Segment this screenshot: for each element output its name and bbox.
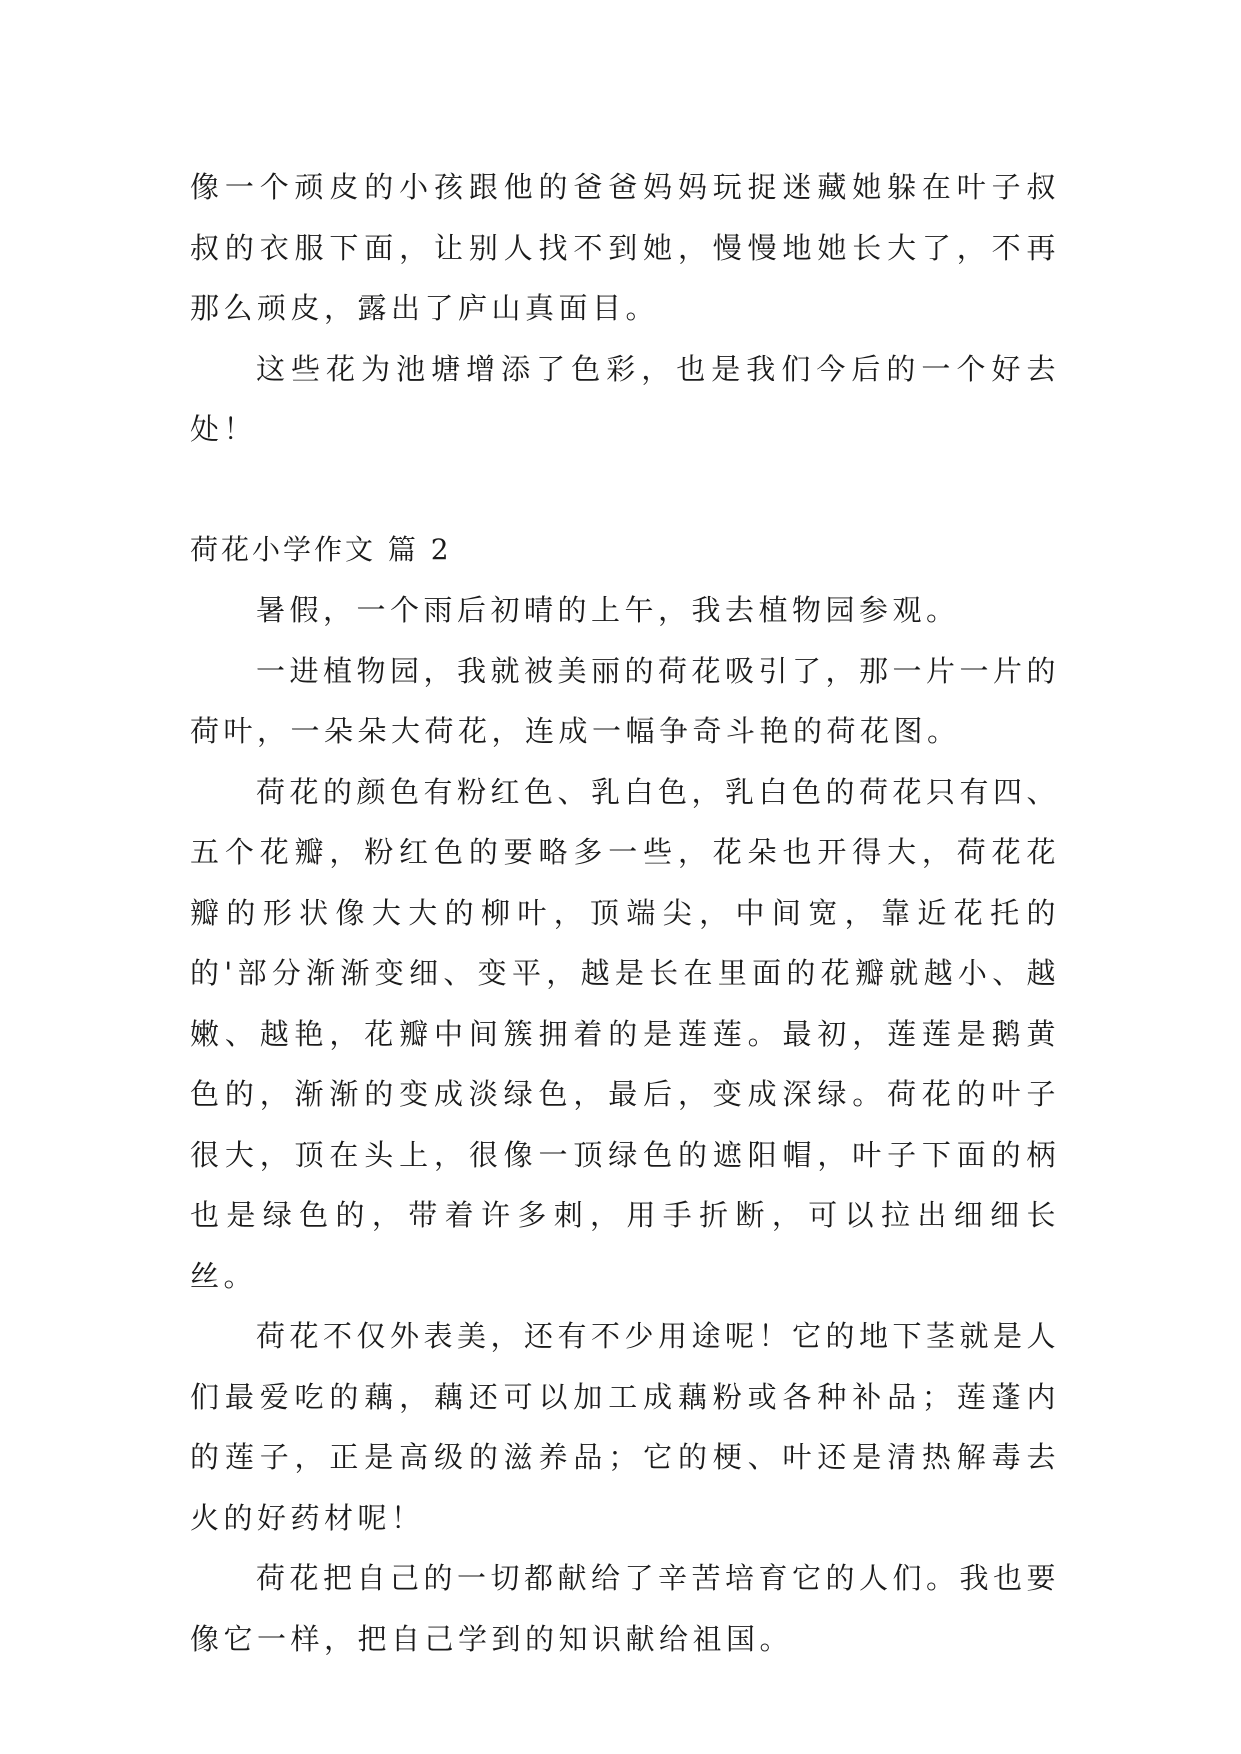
paragraph-3: 荷花的颜色有粉红色、乳白色，乳白色的荷花只有四、五个花瓣，粉红色的要略多一些，花朵也开得大，荷花花瓣的形状像大大的柳叶，顶端尖，中间宽，靠近花托的的'部分渐渐变细、变平，越是长在里面的花瓣就越小、越嫩、越艳，花瓣中间簇拥着的是莲莲。最初，莲莲是鹅黄色的，渐渐的变成淡绿色，最后，变成深绿。荷花的叶子很大，顶在头上，很像一顶绿色的遮阳帽，叶子下面的柄也是绿色的，带着许多刺，用手折断，可以拉出细细长丝。: [190, 774, 1061, 1293]
paragraph-2: 一进植物园，我就被美丽的荷花吸引了，那一片一片的荷叶，一朵朵大荷花，连成一幅争奇斗艳的荷花图。: [190, 653, 1061, 748]
paragraph-4: 荷花不仅外表美，还有不少用途呢！它的地下茎就是人们最爱吃的藕，藕还可以加工成藕粉或各种补品；莲蓬内的莲子，正是高级的滋养品；它的梗、叶还是清热解毒去火的好药材呢！: [190, 1319, 1061, 1535]
section-spacer: [190, 460, 1060, 520]
document-body: [190, 157, 1060, 1669]
paragraph-continuation-1: 像一个顽皮的小孩跟他的爸爸妈妈玩捉迷藏她躲在叶子叔叔的衣服下面，让别人找不到她，慢慢地她长大了，不再那么顽皮，露出了庐山真面目。: [190, 170, 1060, 325]
section-title: 荷花小学作文 篇 2: [190, 532, 452, 566]
paragraph-1: 暑假，一个雨后初晴的上午，我去植物园参观。: [256, 593, 960, 627]
paragraph-5: 荷花把自己的一切都献给了辛苦培育它的人们。我也要像它一样，把自己学到的知识献给祖国。: [190, 1561, 1061, 1656]
paragraph-continuation-2: 这些花为池塘增添了色彩，也是我们今后的一个好去处！: [190, 351, 1060, 446]
